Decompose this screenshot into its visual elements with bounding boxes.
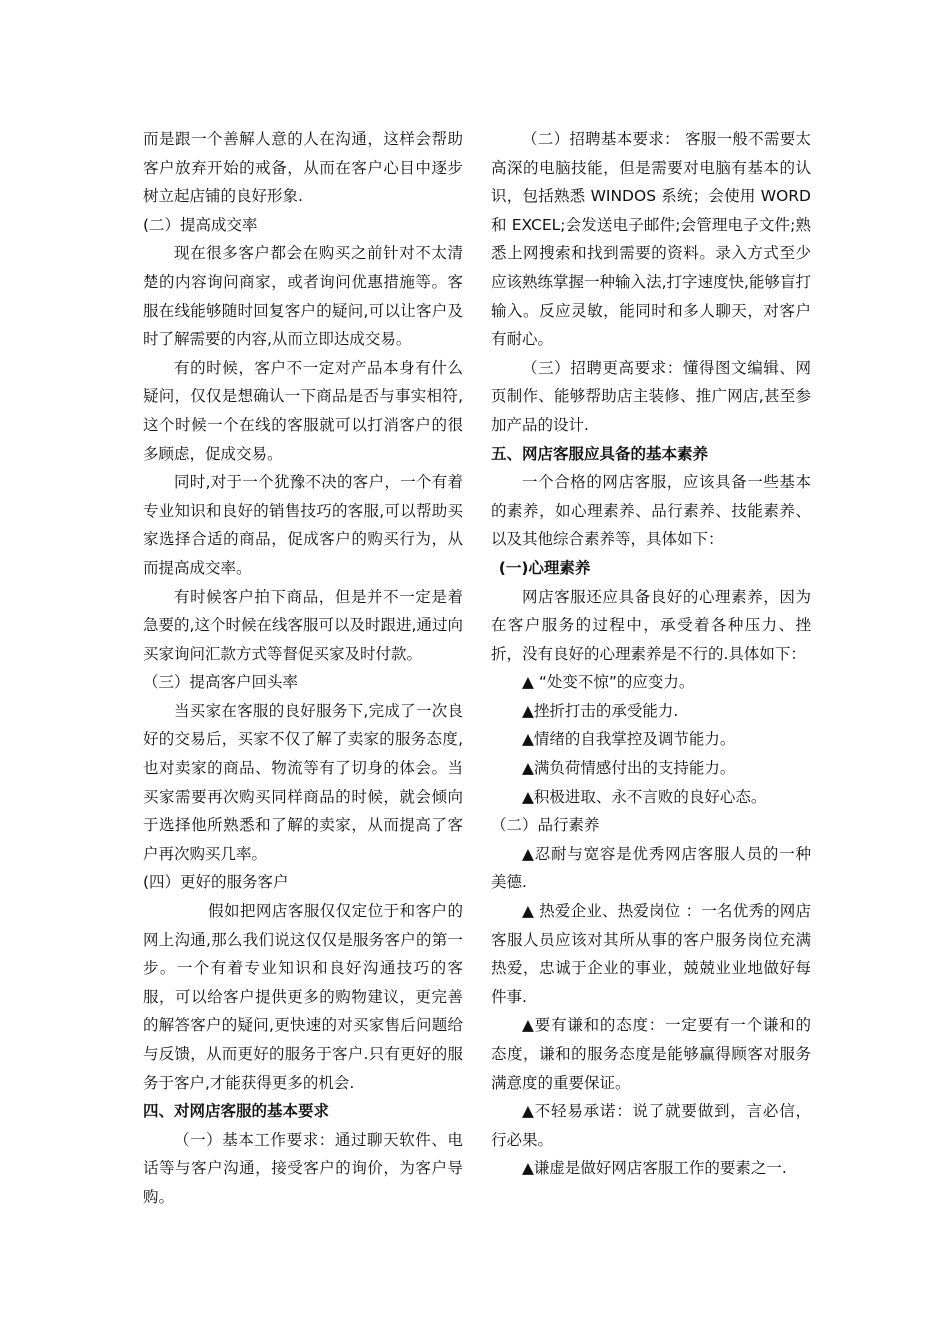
list-item: ▲ “处变不惊”的应变力。 xyxy=(522,673,695,692)
paragraph: （三）招聘更高要求：懂得图文编辑、网页制作、能够帮助店主装修、推广网店,甚至参加产品的设计. xyxy=(491,358,811,434)
paragraph: 有的时候，客户不一定对产品本身有什么疑问，仅仅是想确认一下商品是否与事实相符,这个时候一个在线的客服就可以打消客户的很多顾虑，促成交易。 xyxy=(143,358,463,463)
subheading-character: （二）品行素养 xyxy=(491,816,600,835)
paragraph: 网店客服还应具备良好的心理素养，因为在客户服务的过程中，承受着各种压力、挫折，没有良好的心理素养是不行的.具体如下： xyxy=(491,587,811,663)
subheading-improve-rate: (二）提高成交率 xyxy=(143,215,258,234)
list-item: ▲积极进取、永不言败的良好心态。 xyxy=(522,787,767,806)
subheading-better-service: (四）更好的服务客户 xyxy=(143,873,289,892)
paragraph: 同时,对于一个犹豫不决的客户，一个有着专业知识和良好的销售技巧的客服,可以帮助买家选择合适的商品，促成客户的购买行为，从而提高成交率。 xyxy=(143,473,463,577)
right-column xyxy=(491,125,811,1183)
paragraph: 有时候客户拍下商品，但是并不一定是着急要的,这个时候在线客服可以及时跟进,通过向买家询问汇款方式等督促买家及时付款。 xyxy=(143,587,463,663)
list-item: ▲挫折打击的承受能力. xyxy=(522,701,679,720)
paragraph: （二）招聘基本要求： 客服一般不需要太高深的电脑技能，但是需要对电脑有基本的认识，包括熟悉 WINDOS 系统；会使用 WORD 和 EXCEL;会发送电子邮件;会管理电子文件;熟悉上网搜索和找到需要的资料。录入方式至少应该熟练掌握一种输入法,打字速度快,能够盲打输入。反应灵敏，能同时和多人聊天，对客户有耐心。 xyxy=(491,130,811,349)
paragraph: （一）基本工作要求：通过聊天软件、电话等与客户沟通，接受客户的询价，为客户导购。 xyxy=(143,1130,463,1206)
paragraph: ▲不轻易承诺：说了就要做到，言必信，行必果。 xyxy=(491,1102,811,1149)
paragraph: 当买家在客服的良好服务下,完成了一次良好的交易后，买家不仅了解了卖家的服务态度,也对卖家的商品、物流等有了切身的体会。当买家需要再次购买同样商品的时候，就会倾向于选择他所熟悉和了解的卖家，从而提高了客户再次购买几率。 xyxy=(143,701,463,863)
subheading-psychology: (一)心理素养 xyxy=(498,558,591,577)
paragraph: ▲要有谦和的态度：一定要有一个谦和的态度，谦和的服务态度是能够赢得顾客对服务满意度的重要保证。 xyxy=(491,1016,811,1092)
paragraph: 现在很多客户都会在购买之前针对不太清楚的内容询问商家，或者询问优惠措施等。客服在线能够随时回复客户的疑问,可以让客户及时了解需要的内容,从而立即达成交易。 xyxy=(143,244,463,349)
list-item: ▲情绪的自我掌控及调节能力。 xyxy=(522,730,736,749)
section-heading-4: 四、对网店客服的基本要求 xyxy=(143,1102,330,1121)
paragraph: 而是跟一个善解人意的人在沟通，这样会帮助客户放弃开始的戒备，从而在客户心目中逐步树立起店铺的良好形象. xyxy=(143,130,463,206)
paragraph: ▲忍耐与宽容是优秀网店客服人员的一种美德. xyxy=(491,844,811,892)
paragraph: ▲ 热爱企业、热爱岗位 ：一名优秀的网店客服人员应该对其所从事的客户服务岗位充满热爱，忠诚于企业的事业，兢兢业业地做好每件事. xyxy=(491,902,811,1006)
paragraph: ▲谦虚是做好网店客服工作的要素之一. xyxy=(522,1159,787,1178)
subheading-return-rate: （三）提高客户回头率 xyxy=(143,673,299,692)
left-column xyxy=(143,125,463,1212)
paragraph: 一个合格的网店客服，应该具备一些基本的素养，如心理素养、品行素养、技能素养、以及其他综合素养等，具体如下： xyxy=(491,473,811,549)
list-item: ▲满负荷情感付出的支持能力。 xyxy=(522,759,736,778)
section-heading-5: 五、网店客服应具备的基本素养 xyxy=(491,444,709,463)
paragraph: 假如把网店客服仅仅定位于和客户的网上沟通,那么我们说这仅仅是服务客户的第一步。一个有着专业知识和良好沟通技巧的客服，可以给客户提供更多的购物建议，更完善的解答客户的疑问,更快速的对买家售后问题给与反馈，从而更好的服务于客户.只有更好的服务于客户,才能获得更多的机会. xyxy=(143,902,463,1092)
